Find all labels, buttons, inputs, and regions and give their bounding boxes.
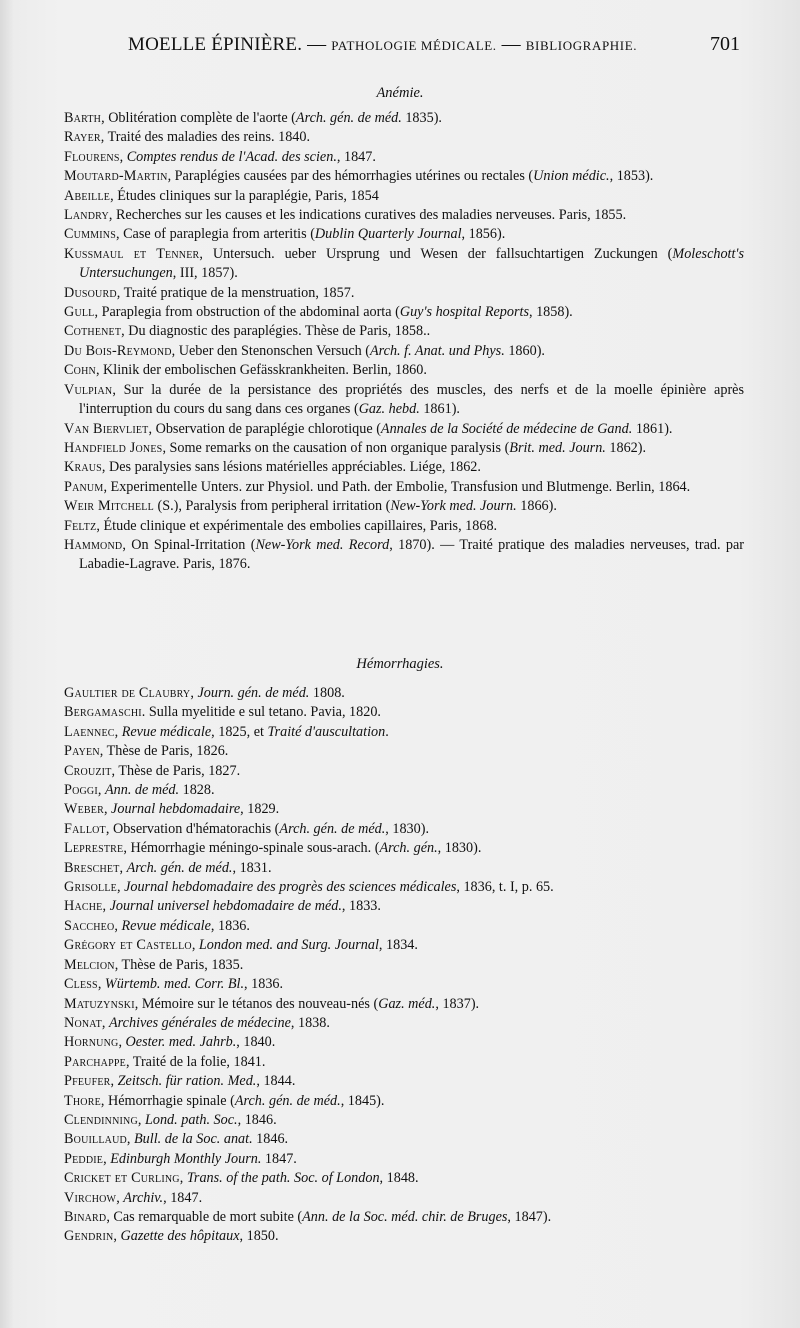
bibliography-entry <box>64 1092 744 1111</box>
bibliography-entry <box>64 1072 744 1091</box>
entry-source: Arch. gén. de méd. <box>279 820 386 837</box>
entry-text: 1835). <box>401 110 442 126</box>
bibliography-entry <box>64 187 744 206</box>
entry-author: Peddie <box>64 1150 104 1167</box>
entry-source: Edinburgh Monthly Journ. <box>110 1150 262 1167</box>
entry-text: , <box>101 1014 110 1031</box>
entry-text: , Paraplégies causées par des hémorrhagies utérines ou rectales ( <box>167 168 534 185</box>
entry-source: Arch. f. Anat. und Phys. <box>369 342 505 359</box>
entry-author: Melcion <box>64 956 115 973</box>
entry-text: , Some remarks on the causation of non organique paralysis ( <box>162 439 510 456</box>
bibliography-entry <box>64 245 744 284</box>
entry-author: Grisolle <box>64 879 117 896</box>
entry-text: , 1847. <box>163 1189 203 1206</box>
entry-text: 1861). <box>632 420 673 437</box>
bibliography-entry <box>64 1014 744 1033</box>
entry-text: , 1836, t. I, p. 65. <box>456 879 554 896</box>
entry-source: Comptes rendus de l'Acad. des scien. <box>126 148 337 165</box>
entry-author: Gendrin <box>64 1228 114 1245</box>
entry-author: Matuzynski <box>64 995 135 1012</box>
entry-author: Rayer <box>64 129 101 146</box>
entry-source: Würtemb. med. Corr. Bl. <box>104 976 245 993</box>
entry-author: Cricket et Curling <box>64 1170 180 1187</box>
entry-source: Ann. de la Soc. méd. chir. de Bruges <box>302 1208 508 1225</box>
entry-text: , <box>113 1228 121 1245</box>
bibliography-entry <box>64 762 744 781</box>
bibliography-entry <box>64 742 744 761</box>
entry-source: Archives générales de médecine <box>109 1014 291 1031</box>
entry-text: , 1850. <box>239 1228 279 1245</box>
bibliography-entry <box>64 420 744 439</box>
bibliography-entry <box>64 956 744 975</box>
entry-author: Moutard-Martin <box>64 168 168 185</box>
entry-text: , <box>118 1034 126 1051</box>
entry-source: Arch. gén. de méd. <box>295 110 402 126</box>
entry-author: Kussmaul et Tenner <box>64 245 200 262</box>
entry-text: , <box>137 1111 145 1128</box>
entry-text: , Experimentelle Unters. zur Physiol. und Path. der Embolie, Transfusion und Blutmenge. Berlin, 1864. <box>103 478 691 495</box>
entry-author: Cohn <box>64 362 96 379</box>
bibliography-entry <box>64 167 744 186</box>
entry-author: Crouzit <box>64 762 112 779</box>
entry-author: Feltz <box>64 517 97 534</box>
entry-source: Annales de la Société de médecine de Gand. <box>380 420 633 437</box>
bibliography-entry <box>64 517 744 536</box>
entry-text: , 1846. <box>237 1111 277 1128</box>
entry-text: , Étude clinique et expérimentale des embolies capillaires, Paris, 1868. <box>96 517 498 534</box>
entry-author: Virchow <box>64 1189 117 1206</box>
entry-author: Payen <box>64 743 100 760</box>
entry-text: , Observation d'hématorachis ( <box>105 820 280 837</box>
bibliography-entry <box>64 1053 744 1072</box>
entry-text: , <box>110 1073 118 1090</box>
entry-text: 1847. <box>261 1150 297 1167</box>
entry-text: , Oblitération complète de l'aorte ( <box>101 110 296 126</box>
bibliography-entry <box>64 497 744 516</box>
entry-source: London med. and Surg. Journal <box>198 937 379 954</box>
entry-text: , <box>116 879 125 896</box>
bibliography-entry <box>64 839 744 858</box>
entry-text: , 1834. <box>378 937 418 954</box>
entry-author: Du Bois-Reymond <box>64 342 172 359</box>
entry-source: Zeitsch. für ration. Med. <box>117 1073 257 1090</box>
header-separator: — <box>302 34 332 55</box>
entry-text: , Ueber den Stenonschen Versuch ( <box>171 342 370 359</box>
bibliography-entry <box>64 536 744 575</box>
entry-text: , Thèse de Paris, 1826. <box>99 743 229 760</box>
entry-text: 1808. <box>309 685 345 701</box>
bibliography-entry <box>64 878 744 897</box>
entry-text: 1828. <box>179 782 215 799</box>
entry-author: Fallot <box>64 820 106 837</box>
entry-author: Gull <box>64 304 95 321</box>
entry-text: , Untersuch. ueber Ursprung und Wesen der fallsuchtartigen Zuckungen ( <box>199 245 673 262</box>
entry-text: , On Spinal-Irritation ( <box>122 536 256 553</box>
entry-text: , <box>102 898 110 915</box>
bibliography-entry <box>64 1189 744 1208</box>
entry-source: Brit. med. Journ. <box>509 439 606 456</box>
entry-source: Journal hebdomadaire des progrès des sciences médicales <box>124 879 457 896</box>
entry-text: 1861). <box>419 401 460 418</box>
entry-text: , Traité de la folie, 1841. <box>125 1053 266 1070</box>
entry-author: Parchappe <box>64 1053 126 1070</box>
entry-text: , Paraplegia from obstruction of the abdominal aorta ( <box>94 304 400 321</box>
bibliography-entry <box>64 284 744 303</box>
entry-author: Grégory et Castello <box>64 937 192 954</box>
header-title <box>128 34 637 56</box>
entry-source: Traité d'auscultation <box>267 723 386 740</box>
entry-source: Gazette des hôpitaux <box>120 1228 240 1245</box>
entry-author: Thore <box>64 1092 101 1109</box>
bibliography-entry <box>64 206 744 225</box>
entry-source: Arch. gén. <box>379 840 438 857</box>
entry-source: Journal hebdomadaire <box>111 801 241 818</box>
entry-text: , <box>97 782 105 799</box>
entry-source: Journal universel hebdomadaire de méd. <box>109 898 342 915</box>
entry-text: , <box>179 1170 187 1187</box>
bibliography-entry <box>64 800 744 819</box>
entry-text: , <box>103 1150 111 1167</box>
bibliography-entry <box>64 781 744 800</box>
bibliography-entry <box>64 859 744 878</box>
entry-text: , 1833. <box>341 898 381 915</box>
bibliography-entry <box>64 361 744 380</box>
entry-text: , 1829. <box>240 801 280 818</box>
entry-text: , 1830). <box>437 840 482 857</box>
entry-text: , <box>116 1189 124 1206</box>
entry-author: Landry <box>64 207 109 224</box>
entry-text: , 1870). — Traité pratique des maladies nerveuses, trad. par Labadie-Lagrave. Paris, 1876. <box>79 536 744 573</box>
bibliography-entry <box>64 109 744 128</box>
entry-text: , Hémorrhagie spinale ( <box>100 1092 235 1109</box>
entry-text: , 1844. <box>256 1073 296 1090</box>
entry-text: 1862). <box>605 439 647 456</box>
entry-text: , <box>126 1131 135 1148</box>
entry-author: Hache <box>64 898 103 915</box>
entry-text: , 1845). <box>340 1092 385 1109</box>
entry-text: , 1825, et <box>211 723 268 740</box>
entry-source: Gaz. méd. <box>378 995 436 1012</box>
entry-text: , III, 1857). <box>172 265 238 282</box>
header-title-sub1: PATHOLOGIE MÉDICALE. <box>331 38 497 53</box>
entry-text: , 1838. <box>290 1014 330 1031</box>
entry-author: Barth <box>64 110 102 126</box>
bibliography-entry <box>64 917 744 936</box>
entry-text: 1846. <box>252 1131 289 1148</box>
header-title-main: MOELLE ÉPINIÈRE. <box>128 34 303 55</box>
bibliography-entry <box>64 936 744 955</box>
entry-text: , 1836. <box>210 917 250 934</box>
bibliography-entry <box>64 303 744 322</box>
entry-author: Poggi <box>64 782 98 799</box>
entry-text: , <box>119 148 127 165</box>
bibliography-entry <box>64 1208 744 1227</box>
entry-source: Trans. of the path. Soc. of London <box>186 1170 380 1187</box>
bibliography-list-anemie <box>64 109 744 575</box>
bibliography-entry <box>64 458 744 477</box>
bibliography-entry <box>64 995 744 1014</box>
entry-source: Journ. gén. de méd. <box>197 685 310 701</box>
entry-text: , 1847. <box>336 148 376 165</box>
entry-author: Laennec <box>64 723 115 740</box>
entry-text: , 1856). <box>461 226 506 243</box>
entry-text: , Études cliniques sur la paraplégie, Paris, 1854 <box>110 187 379 204</box>
entry-text: , <box>114 723 122 740</box>
entry-author: Panum <box>64 478 104 495</box>
entry-text: , Mémoire sur le tétanos des nouveau-nés ( <box>134 995 379 1012</box>
entry-text: , Thèse de Paris, 1835. <box>114 956 244 973</box>
header-title-sub2: BIBLIOGRAPHIE. <box>525 38 638 53</box>
bibliography-entry <box>64 478 744 497</box>
entry-text: , Cas remarquable de mort subite ( <box>106 1208 303 1225</box>
entry-text: , <box>190 685 198 701</box>
bibliography-entry <box>64 225 744 244</box>
entry-text: , Des paralysies sans lésions matérielles appréciables. Liége, 1862. <box>101 459 481 476</box>
entry-author: Clendinning <box>64 1111 138 1128</box>
entry-author: Bergamaschi <box>64 704 142 721</box>
entry-author: Abeille <box>64 187 111 204</box>
entry-author: Pfeufer <box>64 1073 111 1090</box>
entry-author: Cless <box>64 976 98 993</box>
entry-text: , 1858). <box>528 304 573 321</box>
bibliography-entry <box>64 148 744 167</box>
entry-source: Bull. de la Soc. anat. <box>134 1131 253 1148</box>
bibliography-list-hemorrhagies <box>64 684 744 1247</box>
bibliography-entry <box>64 342 744 361</box>
entry-author: Hornung <box>64 1034 119 1051</box>
entry-text: , 1848. <box>379 1170 419 1187</box>
entry-author: Bouillaud <box>64 1131 127 1148</box>
bibliography-entry <box>64 439 744 458</box>
bibliography-entry <box>64 723 744 742</box>
entry-text: , 1830). <box>385 820 430 837</box>
entry-text: , Hémorrhagie méningo-spinale sous-arach. ( <box>123 840 380 857</box>
bibliography-entry <box>64 128 744 147</box>
bibliography-entry <box>64 1033 744 1052</box>
entry-source: Arch. gén. de méd. <box>126 859 233 876</box>
entry-author: Van Biervliet <box>64 420 149 437</box>
entry-text: , Observation de paraplégie chlorotique ( <box>148 420 381 437</box>
bibliography-entry <box>64 1150 744 1169</box>
entry-author: Hammond <box>64 536 123 553</box>
entry-text: , 1847). <box>507 1208 552 1225</box>
section-title-hemorrhagies: Hémorrhagies. <box>356 656 444 672</box>
header-separator: — <box>496 34 526 55</box>
entry-source: Oester. med. Jahrb. <box>125 1034 237 1051</box>
entry-text: , <box>103 801 112 818</box>
entry-author: Breschet <box>64 859 120 876</box>
entry-source: Moleschott's Untersuchungen <box>79 245 744 282</box>
entry-source: Revue médicale <box>121 917 211 934</box>
bibliography-entry <box>64 1227 744 1246</box>
entry-text: . Sulla myelitide e sul tetano. Pavia, 1820. <box>141 704 381 721</box>
bibliography-entry <box>64 703 744 722</box>
bibliography-entry <box>64 381 744 420</box>
entry-author: Cothenet <box>64 323 122 340</box>
entry-source: Guy's hospital Reports <box>399 304 529 321</box>
entry-author: Handfield Jones <box>64 439 163 456</box>
entry-source: Union médic. <box>533 168 610 185</box>
running-header <box>128 34 740 64</box>
bibliography-entry <box>64 322 744 341</box>
entry-text: , 1831. <box>232 859 272 876</box>
entry-author: Weber <box>64 801 104 818</box>
entry-source: Arch. gén. de méd. <box>234 1092 341 1109</box>
entry-author: Kraus <box>64 459 102 476</box>
entry-author: Dusourd <box>64 284 117 301</box>
entry-author: Saccheo <box>64 917 115 934</box>
entry-source: Ann. de méd. <box>104 782 180 799</box>
entry-source: New-York med. Record <box>255 536 390 553</box>
entry-text: , Sur la durée de la persistance des propriétés des muscles, des nerfs et de la moelle épinière après l'interruption du cours du sang dans ces organes ( <box>79 381 744 418</box>
entry-text: . <box>385 723 389 740</box>
entry-source: Gaz. hebd. <box>358 401 420 418</box>
entry-text: , 1837). <box>435 995 480 1012</box>
entry-author: Flourens <box>64 148 120 165</box>
entry-source: Archiv. <box>123 1189 164 1206</box>
entry-text: , Traité pratique de la menstruation, 1857. <box>116 284 355 301</box>
entry-text: 1866). <box>516 498 557 515</box>
entry-text: , Du diagnostic des paraplégies. Thèse de Paris, 1858.. <box>121 323 431 340</box>
entry-text: , 1840. <box>236 1034 276 1051</box>
entry-text: (S.), Paralysis from peripheral irritation ( <box>153 498 391 515</box>
entry-text: , <box>97 976 105 993</box>
entry-source: Revue médicale <box>121 723 212 740</box>
page-number: 701 <box>710 33 740 55</box>
bibliography-entry <box>64 1111 744 1130</box>
entry-text: 1860). <box>504 342 545 359</box>
bibliography-entry <box>64 1130 744 1149</box>
entry-author: Vulpian <box>64 381 113 398</box>
entry-text: , <box>191 937 199 954</box>
bibliography-entry <box>64 1169 744 1188</box>
entry-author: Weir Mitchell <box>64 498 154 515</box>
entry-author: Nonat <box>64 1014 102 1031</box>
entry-text: , Thèse de Paris, 1827. <box>111 762 241 779</box>
entry-text: , Klinik der embolischen Gefässkrankheiten. Berlin, 1860. <box>95 362 427 379</box>
bibliography-entry <box>64 897 744 916</box>
entry-author: Gaultier de Claubry <box>64 685 191 701</box>
entry-text: , Recherches sur les causes et les indications curatives des maladies nerveuses. Paris, 1855. <box>108 207 627 224</box>
entry-text: , Case of paraplegia from arteritis ( <box>115 226 315 243</box>
bibliography-entry <box>64 820 744 839</box>
bibliography-entry <box>64 684 744 703</box>
entry-text: , 1836. <box>244 976 284 993</box>
entry-text: , <box>119 859 127 876</box>
entry-source: New-York med. Journ. <box>390 498 517 515</box>
entry-text: , Traité des maladies des reins. 1840. <box>100 129 311 146</box>
entry-author: Cummins <box>64 226 116 243</box>
entry-text: , <box>114 917 122 934</box>
entry-source: Lond. path. Soc. <box>144 1111 238 1128</box>
entry-source: Dublin Quarterly Journal <box>314 226 462 243</box>
section-title-anemie: Anémie. <box>376 85 424 101</box>
entry-author: Binard <box>64 1208 107 1225</box>
bibliography-entry <box>64 975 744 994</box>
entry-author: Leprestre <box>64 840 124 857</box>
entry-text: , 1853). <box>609 168 654 185</box>
